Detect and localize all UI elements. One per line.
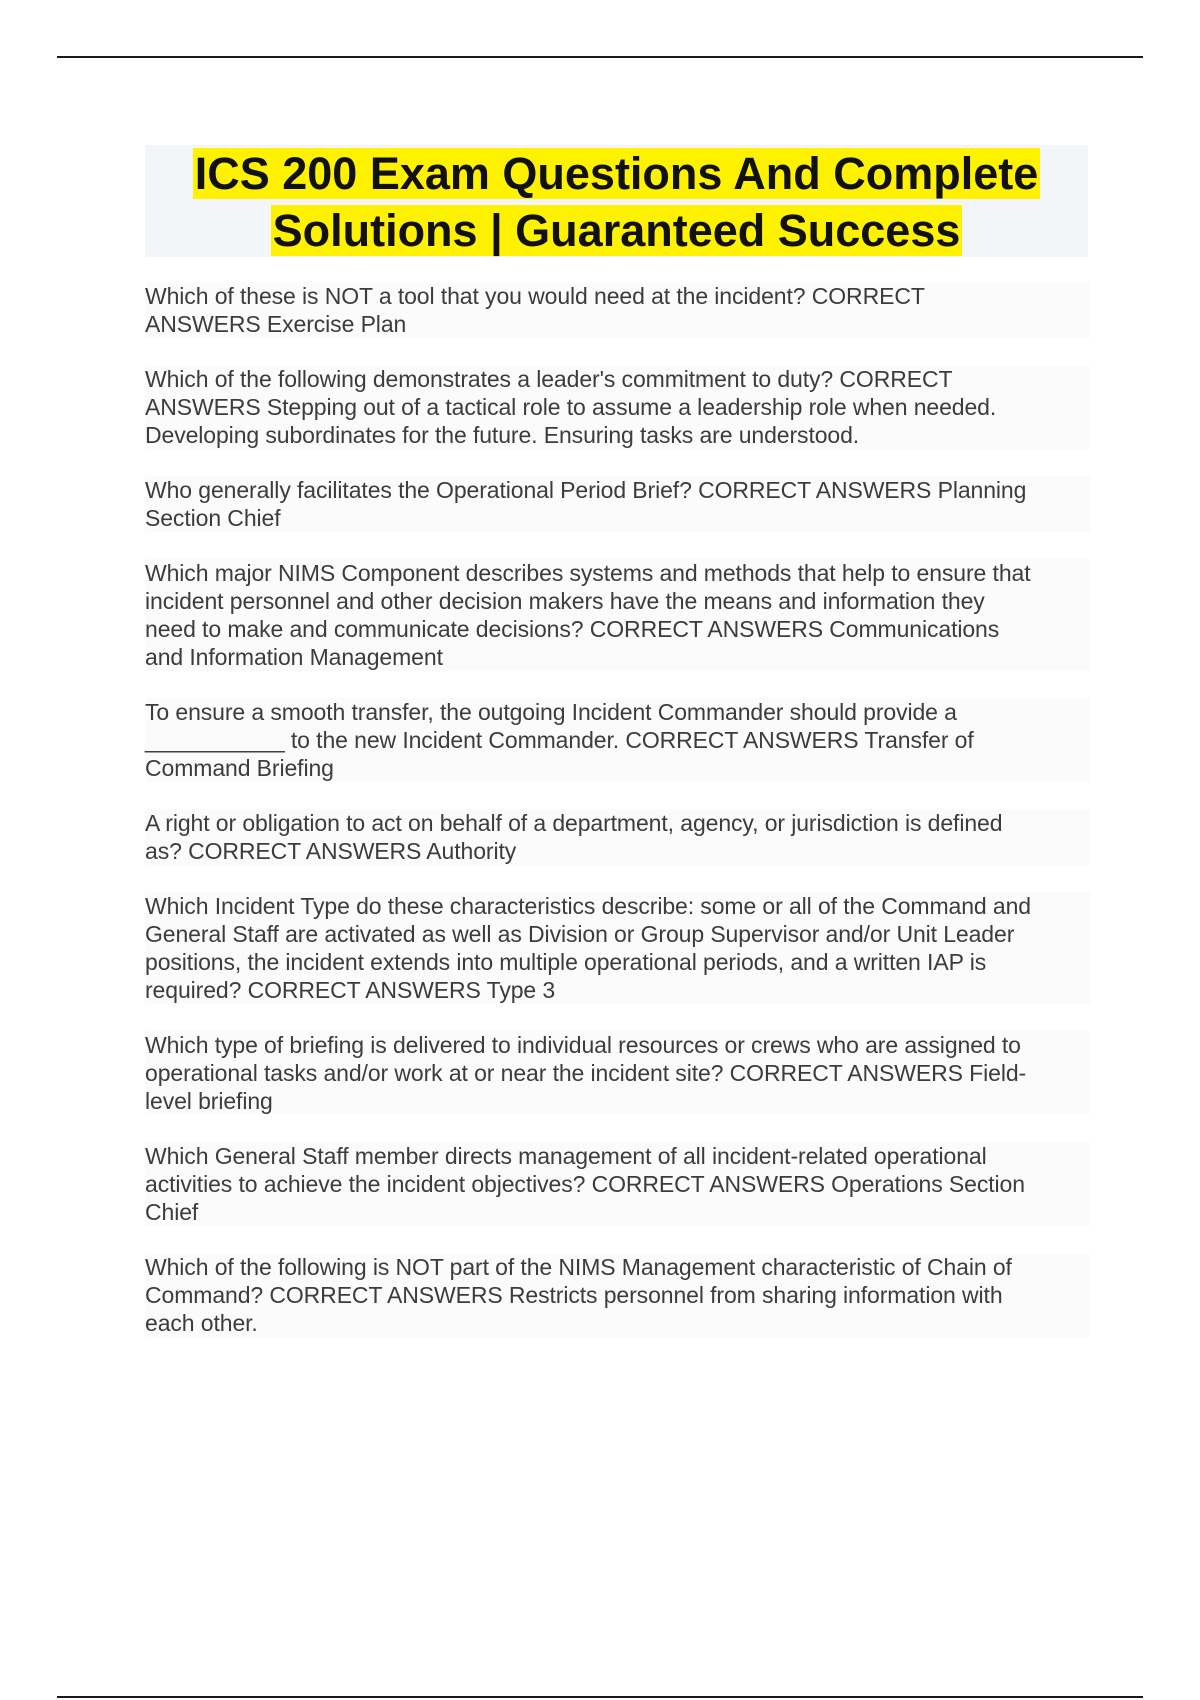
question-item-3: Who generally facilitates the Operational Period Brief? CORRECT ANSWERS Planning Section Chief <box>145 476 1090 532</box>
title-line-1: ICS 200 Exam Questions And Complete <box>194 148 1039 199</box>
top-rule <box>57 56 1143 58</box>
question-item-5: To ensure a smooth transfer, the outgoing Incident Commander should provide a ___________ to the new Incident Commander. CORRECT ANSWERS Transfer of Command Briefing <box>145 698 1090 782</box>
question-item-4: Which major NIMS Component describes systems and methods that help to ensure that incident personnel and other decision makers have the means and information they need to make and communicate decisions? CORRECT ANSWERS Communications and Information Management <box>145 559 1090 671</box>
question-item-8: Which type of briefing is delivered to individual resources or crews who are assigned to operational tasks and/or work at or near the incident site? CORRECT ANSWERS Field- level briefing <box>145 1031 1090 1115</box>
title-line-2: Solutions | Guaranteed Success <box>272 205 961 256</box>
bottom-rule <box>57 1696 1143 1698</box>
question-item-6: A right or obligation to act on behalf of a department, agency, or jurisdiction is defined as? CORRECT ANSWERS Authority <box>145 809 1090 865</box>
title-block <box>145 145 1088 257</box>
question-item-10: Which of the following is NOT part of the NIMS Management characteristic of Chain of Command? CORRECT ANSWERS Restricts personnel from sharing information with each other. <box>145 1253 1090 1337</box>
question-list <box>145 282 1090 1364</box>
page-title <box>145 145 1088 259</box>
question-item-1: Which of these is NOT a tool that you would need at the incident? CORRECT ANSWERS Exercise Plan <box>145 282 1090 338</box>
question-item-9: Which General Staff member directs management of all incident-related operational activities to achieve the incident objectives? CORRECT ANSWERS Operations Section Chief <box>145 1142 1090 1226</box>
question-item-7: Which Incident Type do these characteristics describe: some or all of the Command and General Staff are activated as well as Division or Group Supervisor and/or Unit Leader positions, the incident extends into multiple operational periods, and a written IAP is required? CORRECT ANSWERS Type 3 <box>145 892 1090 1004</box>
question-item-2: Which of the following demonstrates a leader's commitment to duty? CORRECT ANSWERS Stepping out of a tactical role to assume a leadership role when needed. Developing subordinates for the future. Ensuring tasks are understood. <box>145 365 1090 449</box>
